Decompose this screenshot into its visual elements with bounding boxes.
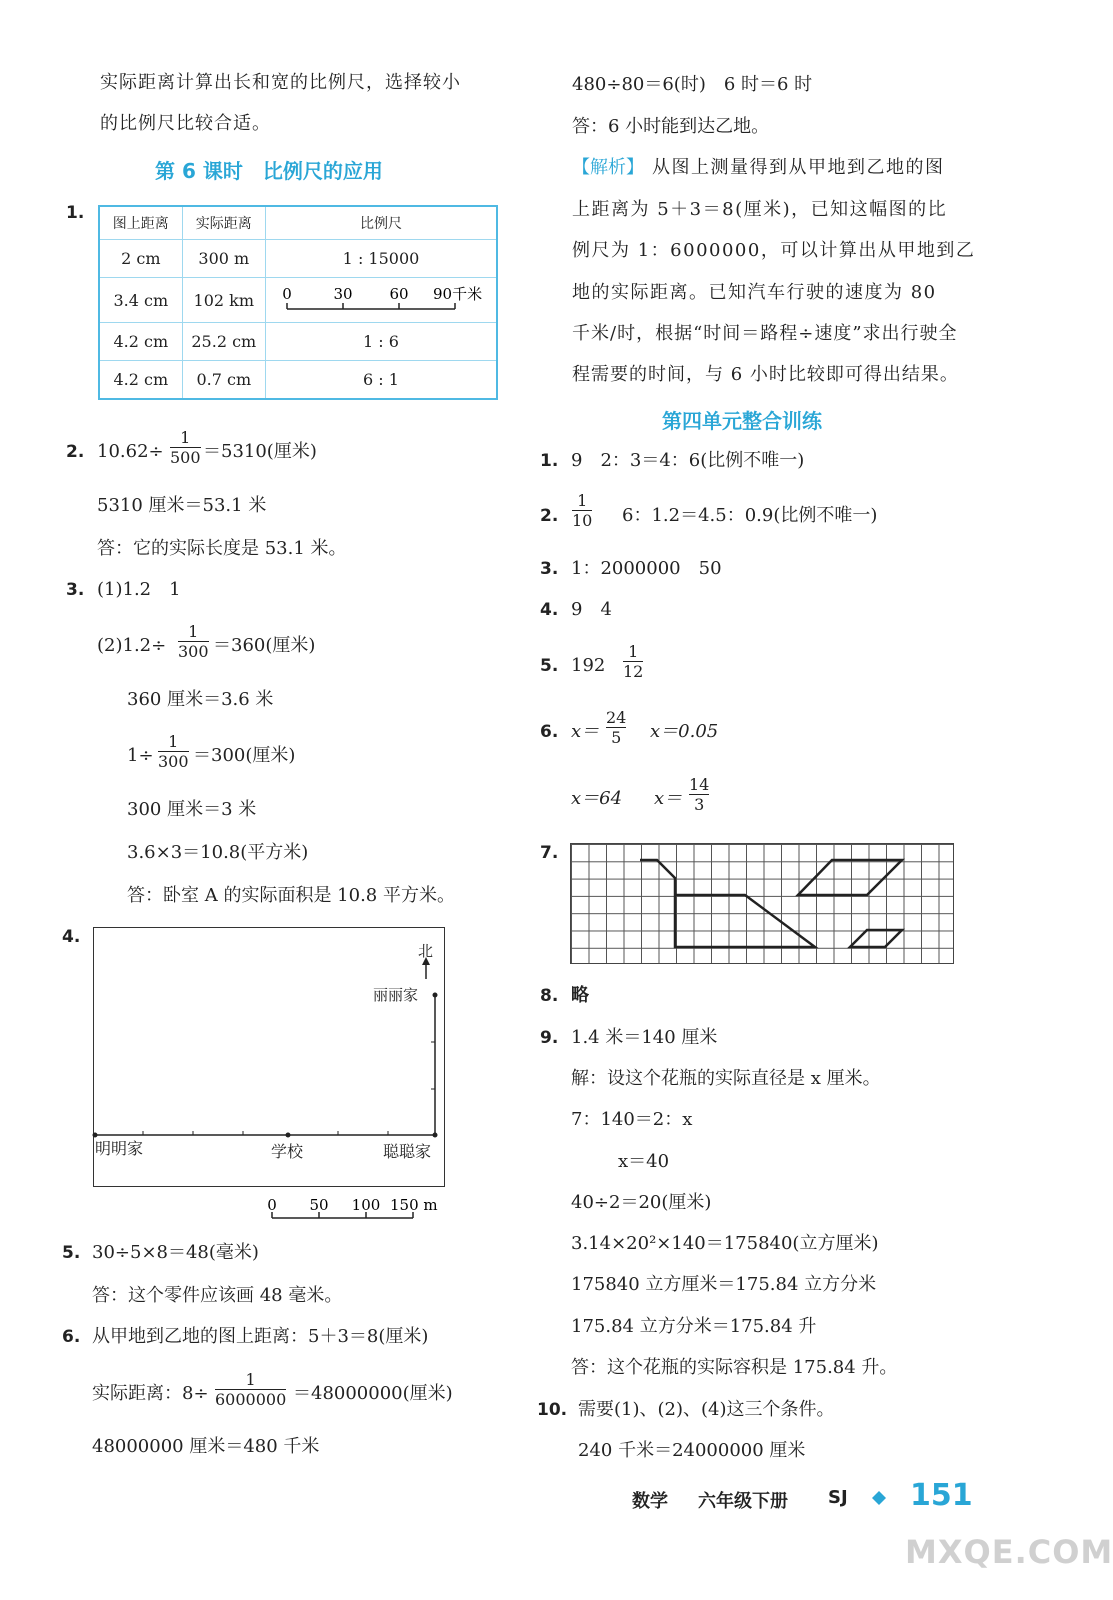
q3-line1: (1)1.2 1 xyxy=(97,579,181,600)
fraction-numerator: 24 xyxy=(606,708,627,727)
fraction-numerator: 1 xyxy=(245,1370,256,1389)
fraction-denominator: 10 xyxy=(572,511,593,530)
q5-line1: 30÷5×8＝48(毫米) xyxy=(92,1242,259,1263)
table-header: 图上距离 xyxy=(99,206,182,240)
a9-line5: 40÷2＝20(厘米) xyxy=(571,1192,712,1213)
a9-line4: x＝40 xyxy=(618,1151,670,1172)
fraction xyxy=(689,775,709,814)
right-top-line1: 480÷80＝6(时) 6 时＝6 时 xyxy=(572,74,813,95)
intro-line-2: 的比例尺比较合适。 xyxy=(100,113,271,134)
q3-number: 3. xyxy=(66,580,85,600)
fraction-numerator: 1 xyxy=(188,622,199,641)
scale-label: 30 xyxy=(333,285,353,303)
unit-heading: 第四单元整合训练 xyxy=(662,409,822,433)
a9-line7: 175840 立方厘米＝175.84 立方分米 xyxy=(571,1274,877,1295)
fraction-denominator: 500 xyxy=(170,448,201,467)
fraction-numerator: 1 xyxy=(168,732,179,751)
map-scale-bar xyxy=(262,1192,442,1224)
watermark: MXQE.COM xyxy=(905,1533,1113,1571)
fraction-denominator: 5 xyxy=(611,728,622,747)
scale-table xyxy=(98,205,498,400)
q1-number: 1. xyxy=(66,203,85,223)
footer-grade: 六年级下册 xyxy=(698,1491,788,1512)
footer-edition: SJ xyxy=(828,1487,848,1508)
fraction xyxy=(572,491,592,530)
a10-number: 10. xyxy=(537,1400,568,1420)
q3-line3: 360 厘米＝3.6 米 xyxy=(127,689,274,710)
a10-line1: 需要(1)、(2)、(4)这三个条件。 xyxy=(578,1399,835,1420)
page-number: 151 xyxy=(910,1478,973,1513)
footer-subject: 数学 xyxy=(632,1491,668,1512)
school-label: 学校 xyxy=(271,1142,304,1161)
table-cell: 300 m xyxy=(182,240,265,278)
q3-line4-a: 1÷ xyxy=(127,745,154,766)
a2-text: 6：1.2＝4.5：0.9(比例不唯一) xyxy=(622,505,878,526)
scale-label: 0 xyxy=(282,285,292,303)
table-cell: 0.7 cm xyxy=(182,361,265,400)
a9-answer: 答：这个花瓶的实际容积是 175.84 升。 xyxy=(571,1357,898,1378)
analysis-line4: 地的实际距离。已知汽车行驶的速度为 80 xyxy=(572,282,937,303)
scale-label: 90千米 xyxy=(433,285,483,303)
scale-label: 60 xyxy=(389,285,409,303)
q2-answer: 答：它的实际长度是 53.1 米。 xyxy=(97,538,347,559)
a2-number: 2. xyxy=(540,506,559,526)
lesson-heading: 第 6 课时 比例尺的应用 xyxy=(155,159,383,183)
fraction xyxy=(158,732,189,771)
table-row xyxy=(99,240,497,278)
a6-x1: x＝ xyxy=(571,721,600,742)
a1-text: 9 2：3＝4：6(比例不唯一) xyxy=(571,450,805,471)
q5-answer: 答：这个零件应该画 48 毫米。 xyxy=(92,1285,343,1306)
a9-line2: 解：设这个花瓶的实际直径是 x 厘米。 xyxy=(571,1068,881,1089)
table-cell: 6 : 1 xyxy=(266,361,498,400)
a9-line6: 3.14×20²×140＝175840(立方厘米) xyxy=(571,1233,879,1254)
q4-number: 4. xyxy=(62,927,81,947)
a4-number: 4. xyxy=(540,600,559,620)
q3-line5: 300 厘米＝3 米 xyxy=(127,799,257,820)
table-row xyxy=(99,361,497,400)
table-cell: 1 : 6 xyxy=(266,323,498,361)
a6-x4: x＝ xyxy=(654,788,683,809)
table-cell: 102 km xyxy=(182,278,265,323)
q6-number: 6. xyxy=(62,1327,81,1347)
mingming-home-label: 明明家 xyxy=(95,1139,144,1158)
line-scale-cell xyxy=(266,278,498,323)
scale-label: 0 xyxy=(267,1196,277,1214)
table-cell: 3.4 cm xyxy=(99,278,182,323)
fraction-denominator: 300 xyxy=(178,642,209,661)
analysis-line3: 例尺为 1：6000000，可以计算出从甲地到乙 xyxy=(572,240,976,261)
fraction xyxy=(215,1370,286,1409)
q2-line2: 5310 厘米＝53.1 米 xyxy=(97,495,267,516)
a5-text: 192 xyxy=(571,655,606,676)
a6-x2: x＝0.05 xyxy=(650,721,719,742)
fraction-denominator: 12 xyxy=(623,662,644,681)
fraction-denominator: 6000000 xyxy=(215,1390,287,1409)
a3-number: 3. xyxy=(540,559,559,579)
analysis-line2: 上距离为 5＋3＝8(厘米)，已知这幅图的比 xyxy=(572,199,948,220)
table-cell: 25.2 cm xyxy=(182,323,265,361)
fraction-numerator: 1 xyxy=(628,642,639,661)
a6-x3: x＝64 xyxy=(571,788,623,809)
grid-shapes xyxy=(570,843,956,965)
a9-line8: 175.84 立方分米＝175.84 升 xyxy=(571,1316,817,1337)
scale-label: 150 m xyxy=(390,1196,438,1214)
table-header: 比例尺 xyxy=(266,206,498,240)
analysis-tag: 【解析】 xyxy=(572,157,644,178)
q2-line1-a: 10.62÷ xyxy=(97,441,164,462)
table-cell: 4.2 cm xyxy=(99,361,182,400)
q5-number: 5. xyxy=(62,1243,81,1263)
fraction xyxy=(623,642,643,681)
scale-label: 50 xyxy=(309,1196,329,1214)
right-top-answer: 答：6 小时能到达乙地。 xyxy=(572,116,770,137)
q3-line2-a: (2)1.2÷ xyxy=(97,635,167,656)
q3-answer: 答：卧室 A 的实际面积是 10.8 平方米。 xyxy=(127,885,455,906)
a10-line2: 240 千米＝24000000 厘米 xyxy=(578,1440,806,1461)
a4-text: 9 4 xyxy=(571,599,612,620)
congcong-home-label: 聪聪家 xyxy=(383,1142,432,1161)
table-cell: 4.2 cm xyxy=(99,323,182,361)
q6-line3: 48000000 厘米＝480 千米 xyxy=(92,1436,320,1457)
analysis-line5: 千米/时，根据“时间＝路程÷速度”求出行驶全 xyxy=(572,323,958,344)
q6-line1: 从甲地到乙地的图上距离：5＋3＝8(厘米) xyxy=(92,1326,429,1347)
a5-number: 5. xyxy=(540,656,559,676)
fraction-denominator: 300 xyxy=(158,752,189,771)
a7-number: 7. xyxy=(540,843,559,863)
a9-number: 9. xyxy=(540,1028,559,1048)
q6-line2-a: 实际距离：8÷ xyxy=(92,1383,209,1404)
table-cell: 1 : 15000 xyxy=(266,240,498,278)
table-row xyxy=(99,323,497,361)
fraction xyxy=(606,708,626,747)
table-cell: 2 cm xyxy=(99,240,182,278)
q3-line6: 3.6×3＝10.8(平方米) xyxy=(127,842,309,863)
fraction-numerator: 1 xyxy=(577,491,588,510)
a9-line1: 1.4 米＝140 厘米 xyxy=(571,1027,718,1048)
a1-number: 1. xyxy=(540,451,559,471)
fraction xyxy=(178,622,209,661)
north-label: 北 xyxy=(418,942,434,960)
analysis-line1: 从图上测量得到从甲地到乙地的图 xyxy=(652,157,945,178)
a3-text: 1：2000000 50 xyxy=(571,558,722,579)
intro-line-1: 实际距离计算出长和宽的比例尺，选择较小 xyxy=(100,72,461,93)
a6-number: 6. xyxy=(540,722,559,742)
table-row xyxy=(99,278,497,323)
q3-line2-b: ＝360(厘米) xyxy=(213,635,316,656)
a8-text: 略 xyxy=(571,985,589,1006)
table-header: 实际距离 xyxy=(182,206,265,240)
scale-label: 100 xyxy=(351,1196,381,1214)
fraction-numerator: 1 xyxy=(180,428,191,447)
diamond-icon xyxy=(872,1490,886,1504)
lili-home-label: 丽丽家 xyxy=(373,986,419,1004)
q2-line1-b: ＝5310(厘米) xyxy=(203,441,317,462)
q3-line4-b: ＝300(厘米) xyxy=(193,745,296,766)
a9-line3: 7：140＝2：x xyxy=(571,1109,693,1130)
q2-number: 2. xyxy=(66,442,85,462)
fraction xyxy=(170,428,201,467)
line-scale xyxy=(267,279,495,321)
a8-number: 8. xyxy=(540,986,559,1006)
fraction-denominator: 3 xyxy=(694,795,705,814)
fraction-numerator: 14 xyxy=(689,775,710,794)
analysis-line6: 程需要的时间，与 6 小时比较即可得出结果。 xyxy=(572,364,959,385)
q6-line2-b: ＝48000000(厘米) xyxy=(293,1383,453,1404)
